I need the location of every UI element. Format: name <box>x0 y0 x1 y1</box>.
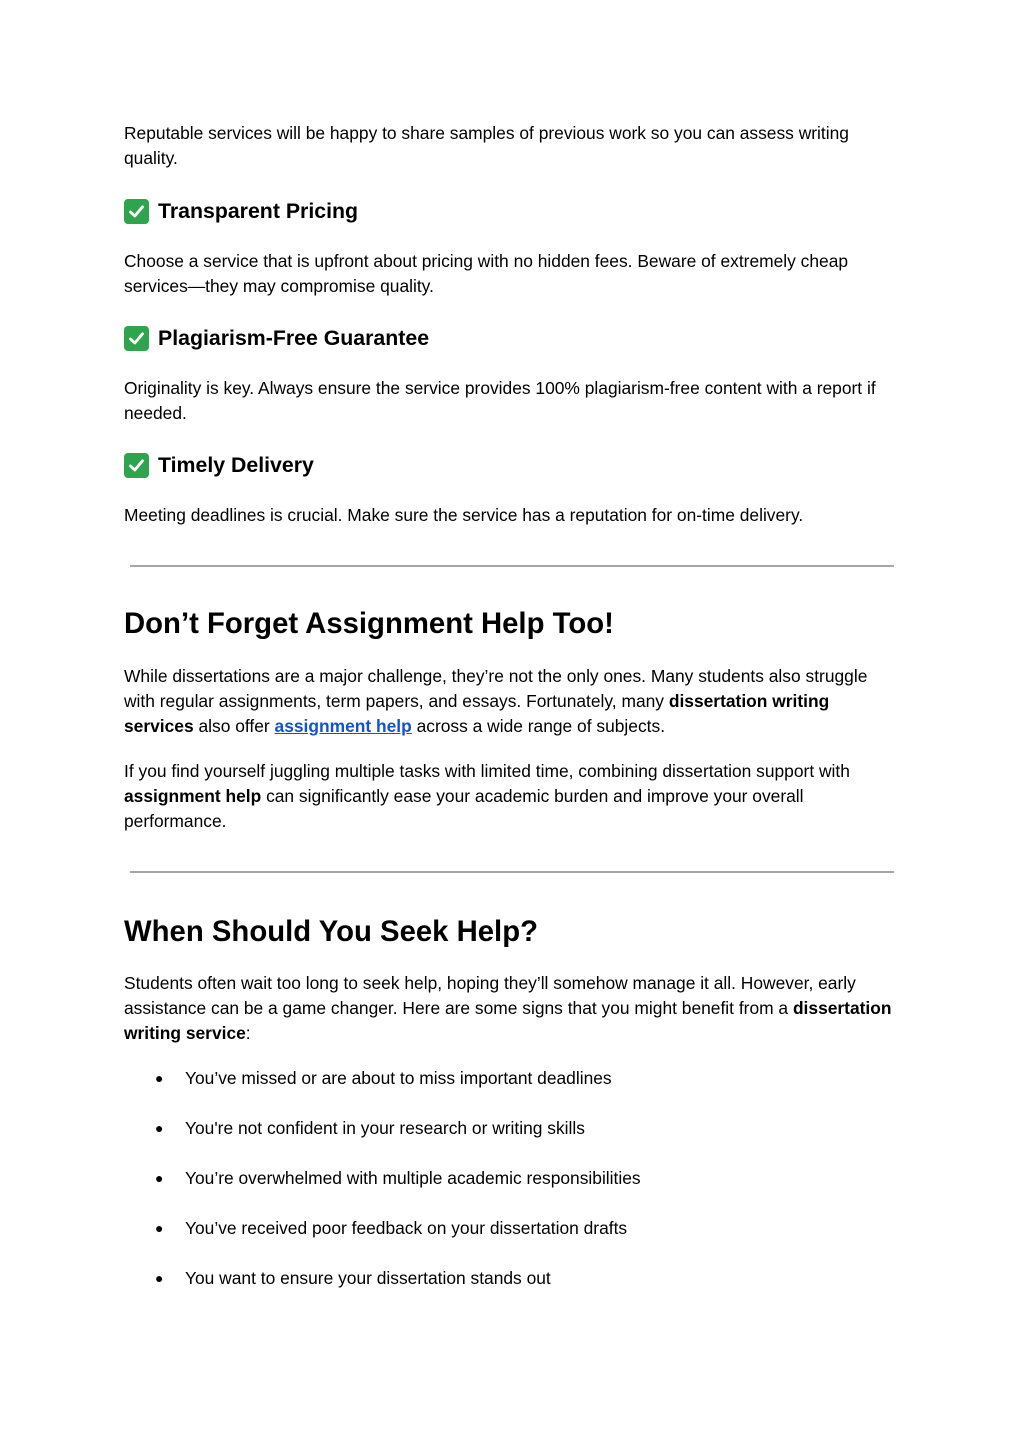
feature-heading-transparent-pricing <box>124 196 899 226</box>
text-run: also offer <box>193 716 275 736</box>
bullet-icon: ● <box>155 1120 164 1136</box>
feature-heading-plagiarism-free <box>124 323 899 353</box>
section-heading-seek-help: When Should You Seek Help? <box>124 915 538 948</box>
intro-paragraph: Reputable services will be happy to share samples of previous work so you can assess writing quality. <box>124 123 849 168</box>
feature-description: Choose a service that is upfront about pricing with no hidden fees. Beware of extremely cheap services—they may compromise quality. <box>124 251 849 296</box>
document-page <box>124 121 899 1316</box>
bullet-icon: ● <box>155 1220 164 1236</box>
feature-heading-timely-delivery <box>124 450 899 480</box>
list-item-text: You’ve received poor feedback on your dissertation drafts <box>185 1218 628 1238</box>
check-mark-button-icon <box>124 326 149 351</box>
bullet-icon: ● <box>155 1070 164 1086</box>
list-item <box>124 1066 899 1091</box>
bullet-icon: ● <box>155 1270 164 1286</box>
bold-text: assignment help <box>124 786 262 806</box>
list-item <box>124 1116 899 1141</box>
list-item <box>124 1216 899 1241</box>
list-item <box>124 1266 899 1291</box>
text-run: : <box>245 1023 251 1043</box>
signs-list <box>124 1066 899 1291</box>
list-item-text: You want to ensure your dissertation stands out <box>185 1268 551 1288</box>
list-item-text: You're not confident in your research or writing skills <box>185 1118 585 1138</box>
check-mark-button-icon <box>124 199 149 224</box>
bold-text: dissertation writing service <box>124 998 892 1043</box>
list-item-text: You’ve missed or are about to miss important deadlines <box>185 1068 612 1088</box>
list-item <box>124 1166 899 1191</box>
section-divider <box>130 565 894 567</box>
assignment-paragraph-2 <box>124 759 899 834</box>
feature-title: Plagiarism-Free Guarantee <box>158 326 430 350</box>
text-run: Students often wait too long to seek help, hoping they’ll somehow manage it all. However, early assistance can be a game changer. Here are some signs that you might benefit from a <box>124 973 856 1018</box>
text-run: While dissertations are a major challenge, they’re not the only ones. Many students also struggle with regular assignments, term papers, and essays. Fortunately, many <box>124 666 868 711</box>
text-run: If you find yourself juggling multiple tasks with limited time, combining dissertation support with <box>124 761 850 781</box>
bullet-icon: ● <box>155 1170 164 1186</box>
feature-title: Timely Delivery <box>158 453 314 477</box>
check-mark-button-icon <box>124 453 149 478</box>
text-run: can significantly ease your academic burden and improve your overall performance. <box>124 786 804 831</box>
feature-title: Transparent Pricing <box>158 199 359 223</box>
feature-description: Meeting deadlines is crucial. Make sure the service has a reputation for on-time delivery. <box>124 505 804 525</box>
list-item-text: You’re overwhelmed with multiple academic responsibilities <box>185 1168 641 1188</box>
seek-help-paragraph <box>124 971 899 1046</box>
feature-description: Originality is key. Always ensure the service provides 100% plagiarism-free content with a report if needed. <box>124 378 876 423</box>
assignment-paragraph-1 <box>124 664 899 739</box>
bold-text: dissertation writing services <box>124 691 830 736</box>
section-divider <box>130 871 894 873</box>
assignment-help-link[interactable]: assignment help <box>274 716 412 736</box>
text-run: across a wide range of subjects. <box>411 716 666 736</box>
section-heading-assignment-help: Don’t Forget Assignment Help Too! <box>124 607 614 640</box>
